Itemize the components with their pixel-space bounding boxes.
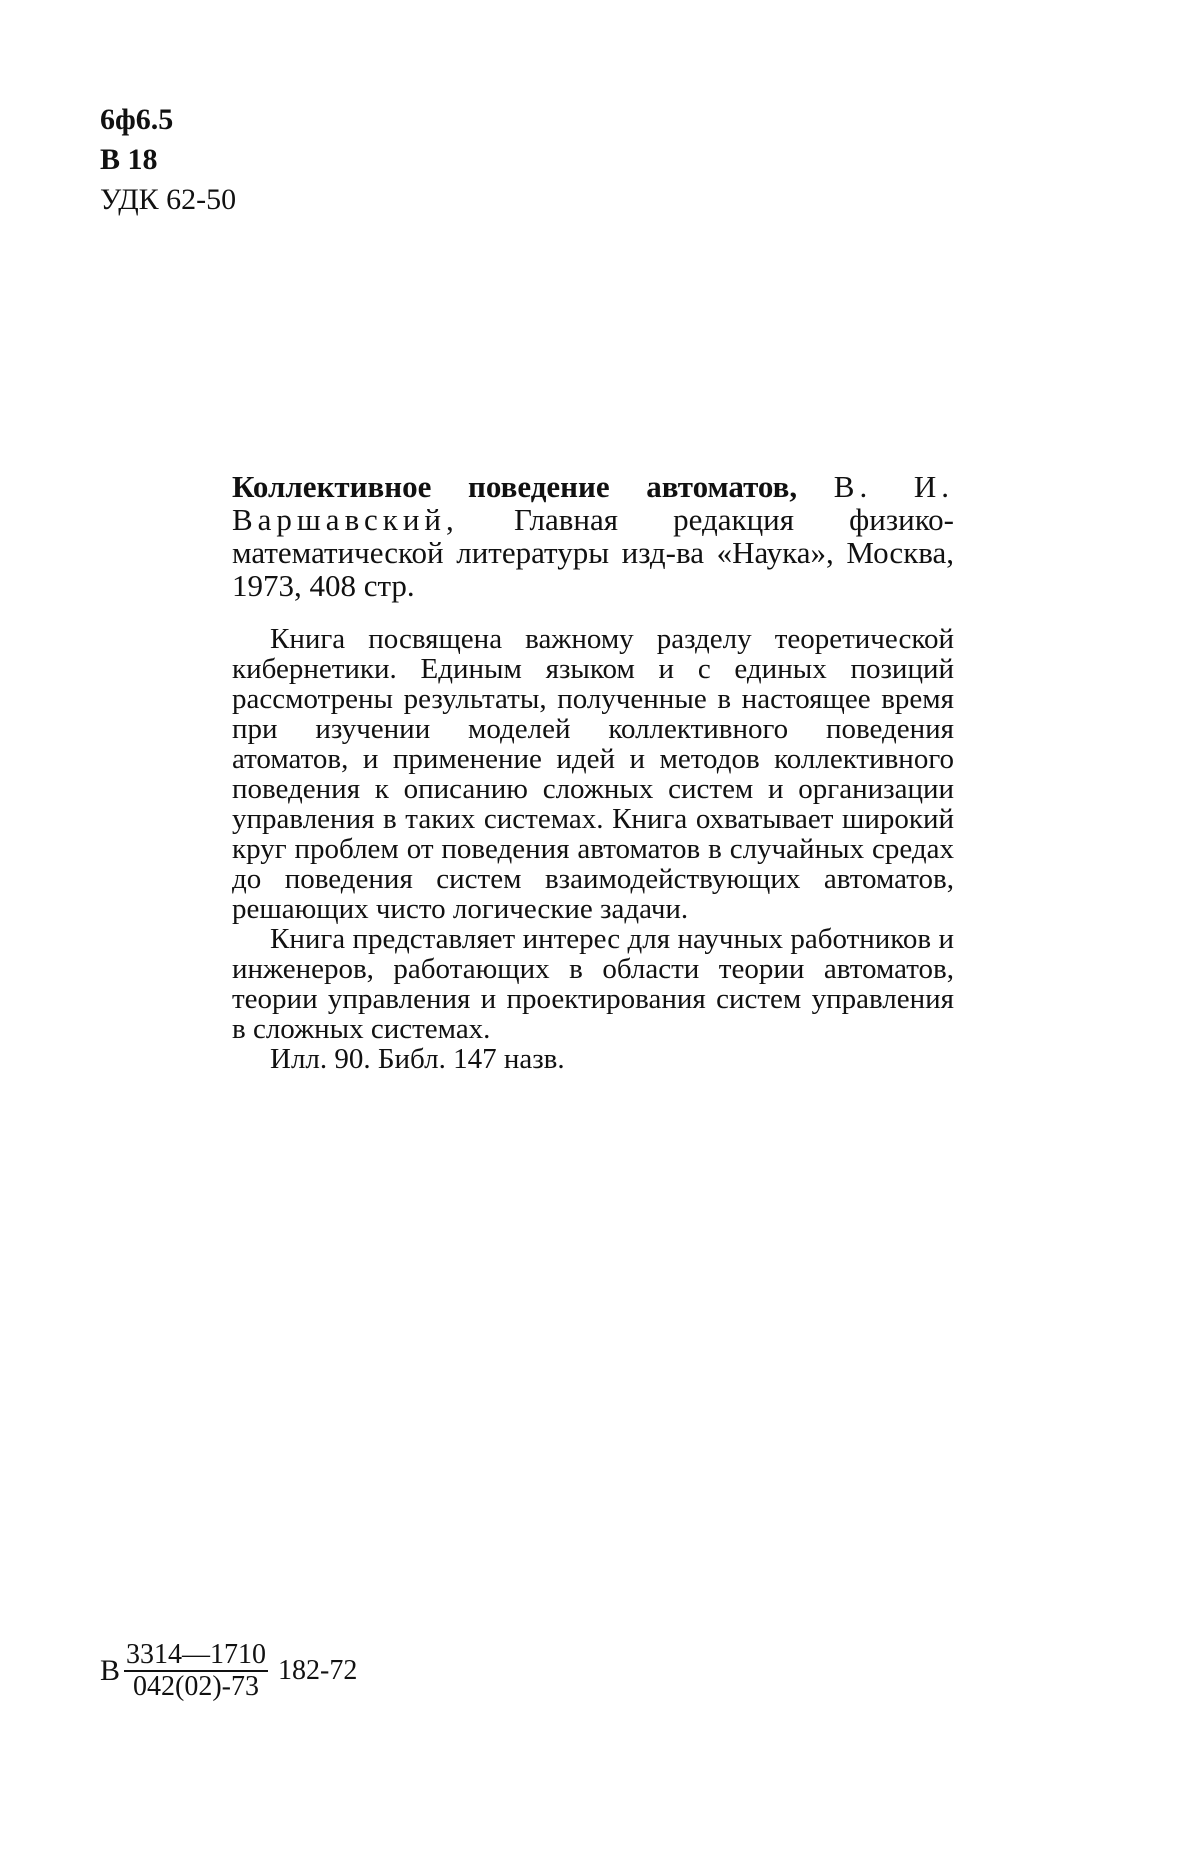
illustrations-count: Илл. 90. Библ. 147 назв. [270,1043,565,1075]
catalog-code: В 18 [100,143,158,176]
bibliographic-record [232,470,954,602]
classification-codes [100,100,236,220]
bbk-code: 6ф6.5 [100,103,174,136]
index-numerator: 3314—1710 [126,1639,267,1670]
book-title: Коллективное поведение автоматов, [232,469,798,504]
abstract-paragraph: Книга представляет интерес для научных работников и инженеров, работающих в области теории автоматов, теории управления и проектирования систем управления в сложных системах. [232,923,954,1045]
publisher-info: Главная редакция физико-математической литературы изд-ва «Наука», Москва, 1973, 408 стр. [232,502,954,603]
publication-index-code [100,1640,357,1702]
index-fraction [124,1640,268,1702]
index-denominator: 042(02)-73 [133,1671,259,1702]
index-letter: В [100,1654,121,1687]
index-suffix: 182-72 [278,1655,358,1686]
book-author: В. И. Варшавский, [232,469,954,537]
abstract-paragraph: Книга посвящена важному разделу теоретической кибернетики. Единым языком и с единых позиций рассмотрены результаты, полученные в настоящее время при изучении моделей коллективного поведения атоматов, и применение идей и методов коллективного поведения к описанию сложных систем и организации управления в таких системах. Книга охватывает широкий круг проблем от поведения автоматов в случайных средах до поведения систем взаимодействующих автоматов, решающих чисто логические задачи. [232,623,954,925]
udk-code: УДК 62-50 [100,183,237,216]
book-abstract [232,624,954,1074]
